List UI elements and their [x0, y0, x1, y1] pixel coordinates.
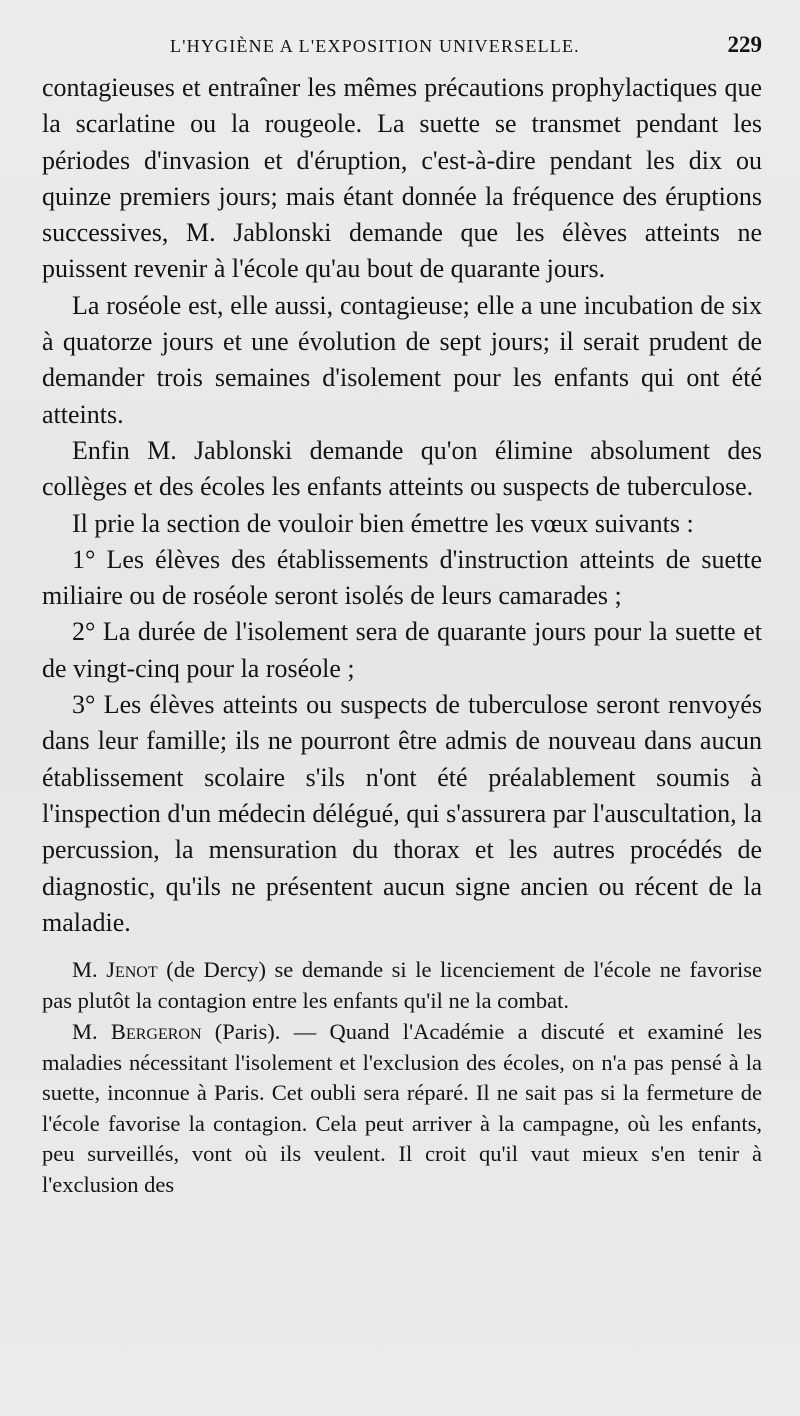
remark-text: se demande si le licenciement de l'école ne favorise pas plutôt la contagion entre les enfants qu'il ne la combat.: [42, 957, 763, 1013]
page-number: 229: [727, 32, 762, 57]
speaker-name: M. Jenot: [72, 957, 158, 983]
discussion-text: [42, 955, 762, 1200]
paragraph: 1° Les élèves des établissements d'instruction atteints de suette miliaire ou de roséole seront isolés de leurs camarades ;: [42, 544, 762, 611]
discussion-paragraph: [42, 1017, 762, 1200]
discussion-paragraph: [42, 955, 762, 1016]
speaker-affiliation: (de Dercy): [157, 957, 266, 983]
paragraph: 3° Les élèves atteints ou suspects de tuberculose seront renvoyés dans leur famille; ils ne pourront être admis de nouveau dans aucun établissement scolaire s'ils n'ont été préalablement soumis à l'inspection d'un médecin délégué, qui s'assurera par l'auscultation, la percussion, la mensuration du thorax et les autres procédés de diagnostic, qu'ils ne présentent aucun signe ancien ou récent de la maladie.: [42, 690, 762, 937]
remark-text: — Quand l'Académie a discuté et examiné les maladies nécessitant l'isolement et l'exclusion des écoles, on n'a pas pensé à la suette, inconnue à Paris. Cet oubli sera réparé. Il ne sait pas si la fermeture de l'école favorise la contagion. Cela peut arriver à la campagne, où les enfants, peu surveillés, vont où ils veulent. Il croit qu'il vaut mieux s'en tenir à l'exclusion des: [42, 1019, 762, 1197]
page-header: [42, 28, 762, 70]
running-title: L'HYGIÈNE A L'EXPOSITION UNIVERSELLE.: [170, 36, 580, 56]
paragraph: contagieuses et entraîner les mêmes précautions prophylactiques que la scarlatine ou la rougeole. La suette se transmet pendant les périodes d'invasion et d'éruption, c'est-à-dire pendant les dix ou quinze premiers jours; mais étant donnée la fréquence des éruptions successives, M. Jablonski demande que les élèves atteints ne puissent revenir à l'école qu'au bout de quarante jours.: [42, 73, 762, 284]
paragraph: La roséole est, elle aussi, contagieuse; elle a une incubation de six à quatorze jours et une évolution de sept jours; il serait prudent de demander trois semaines d'isolement pour les enfants qui ont été atteints.: [42, 290, 762, 429]
paragraph: 2° La durée de l'isolement sera de quarante jours pour la suette et de vingt-cinq pour la roséole ;: [42, 617, 762, 683]
paragraph: Enfin M. Jablonski demande qu'on élimine absolument des collèges et des écoles les enfants atteints ou suspects de tuberculose.: [42, 435, 762, 502]
speaker-name: M. Bergeron: [72, 1019, 202, 1045]
main-text: [42, 70, 762, 941]
paragraph: Il prie la section de vouloir bien émettre les vœux suivants :: [72, 508, 694, 538]
speaker-affiliation: (Paris).: [201, 1019, 281, 1045]
